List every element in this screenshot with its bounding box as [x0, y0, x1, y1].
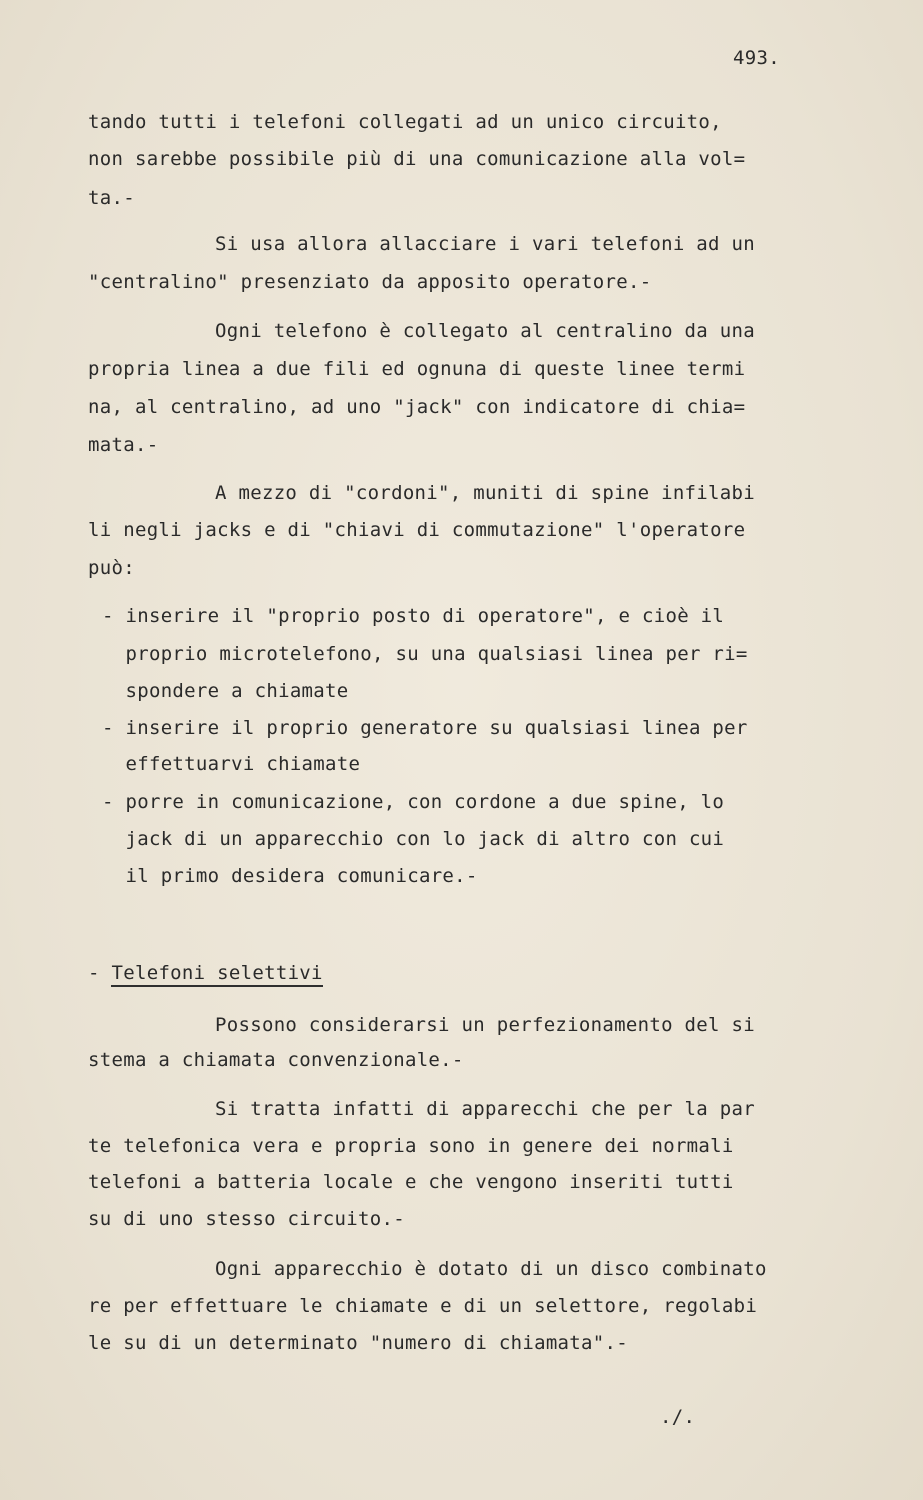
- text-line: Possono considerarsi un perfezionamento del si: [215, 1014, 755, 1036]
- text-line: stema a chiamata convenzionale.-: [88, 1049, 464, 1071]
- section-heading: [88, 961, 323, 985]
- text-line: - porre in comunicazione, con cordone a due spine, lo: [102, 791, 725, 813]
- text-line: "centralino" presenziato da apposito operatore.-: [88, 271, 652, 293]
- text-line: re per effettuare le chiamate e di un selettore, regolabi: [88, 1295, 758, 1317]
- text-line: jack di un apparecchio con lo jack di altro con cui: [102, 828, 725, 850]
- text-line: ta.-: [88, 187, 135, 209]
- text-line: na, al centralino, ad uno "jack" con indicatore di chia=: [88, 396, 746, 418]
- text-line: propria linea a due fili ed ognuna di queste linee termi: [88, 358, 746, 380]
- text-line: - inserire il "proprio posto di operatore", e cioè il: [102, 605, 725, 627]
- heading-dash: -: [88, 962, 112, 984]
- text-line: Si tratta infatti di apparecchi che per la par: [215, 1098, 755, 1120]
- text-line: non sarebbe possibile più di una comunicazione alla vol=: [88, 148, 746, 170]
- text-line: Ogni apparecchio è dotato di un disco combinato: [215, 1258, 767, 1280]
- text-line: Si usa allora allacciare i vari telefoni ad un: [215, 233, 755, 255]
- text-line: può:: [88, 557, 135, 579]
- text-line: te telefonica vera e propria sono in genere dei normali: [88, 1135, 734, 1157]
- page-number: 493.: [733, 47, 780, 69]
- text-line: li negli jacks e di "chiavi di commutazione" l'operatore: [88, 519, 746, 541]
- text-line: A mezzo di "cordoni", muniti di spine infilabi: [215, 482, 755, 504]
- text-line: effettuarvi chiamate: [102, 753, 361, 775]
- text-line: spondere a chiamate: [102, 680, 349, 702]
- text-line: proprio microtelefono, su una qualsiasi linea per ri=: [102, 643, 748, 665]
- text-line: su di uno stesso circuito.-: [88, 1208, 405, 1230]
- text-line: tando tutti i telefoni collegati ad un unico circuito,: [88, 111, 722, 133]
- text-line: mata.-: [88, 434, 159, 456]
- text-line: telefoni a batteria locale e che vengono inseriti tutti: [88, 1171, 734, 1193]
- text-line: - inserire il proprio generatore su qualsiasi linea per: [102, 717, 748, 739]
- text-line: le su di un determinato "numero di chiamata".-: [88, 1332, 628, 1354]
- text-line: il primo desidera comunicare.-: [102, 865, 478, 887]
- text-line: Ogni telefono è collegato al centralino da una: [215, 320, 755, 342]
- continuation-mark: ./.: [660, 1406, 696, 1428]
- heading-title: Telefoni selettivi: [111, 962, 322, 987]
